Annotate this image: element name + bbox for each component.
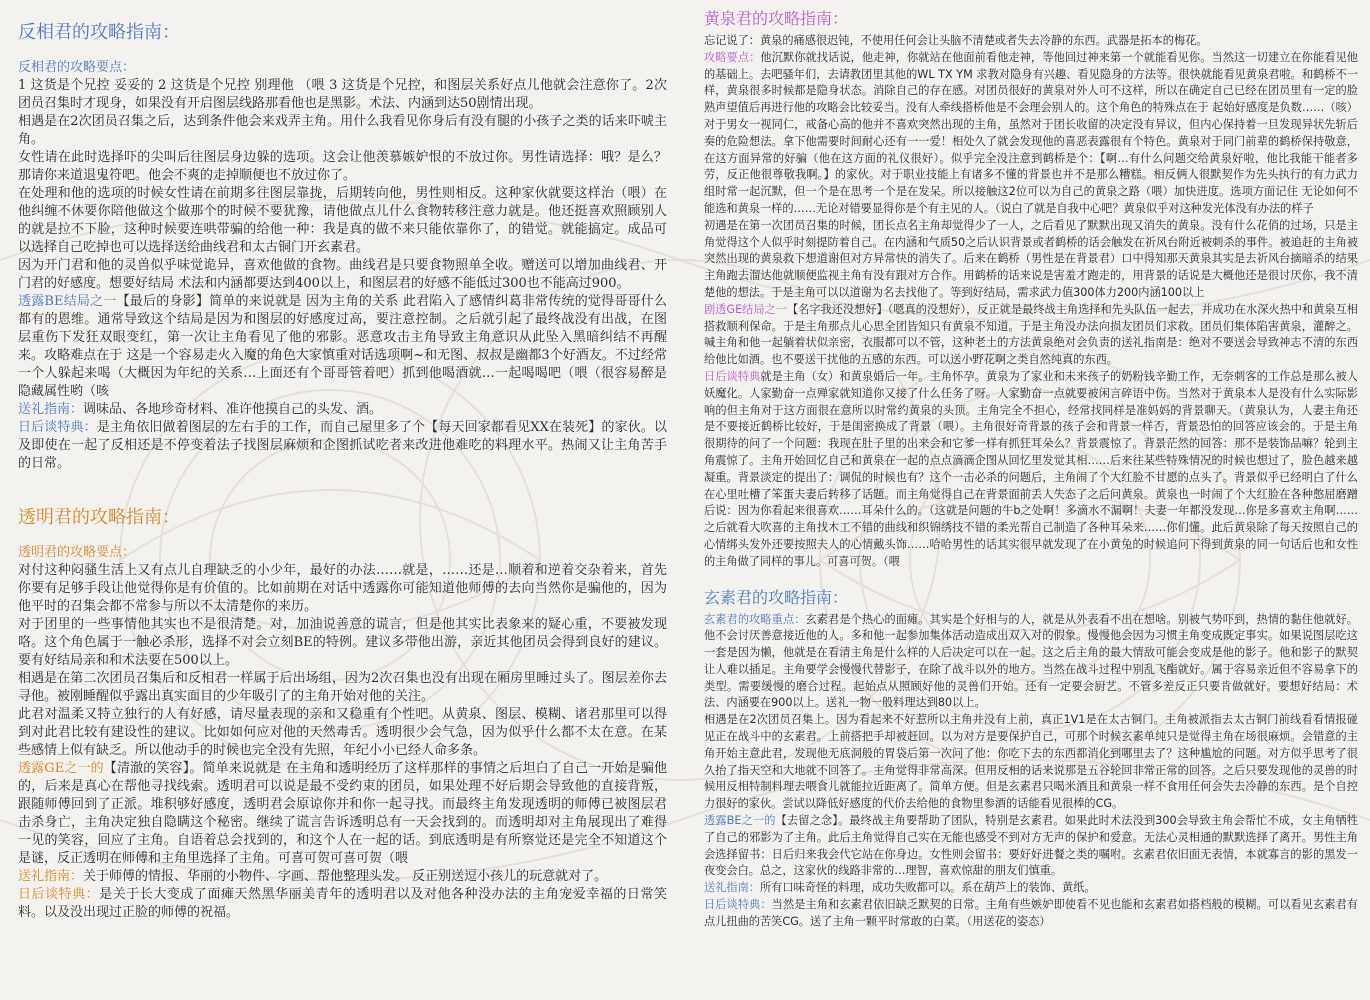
fanxiang-be-text: 【最后的身影】简单的来说就是 因为主角的关系 此君陷入了感情纠葛非常传统的觉得哥哥什么都有的恩维。通常导致这个结局是因为和图层的好感度过高，要注意控制。之后就引起了最终战没有出战，在图层重伤下发狂双眼变红，第一次让主角看见了他的邪影。恶意攻击主角导致主角意识从此坠入黑暗纠结不再醒来。攻略难点在于 这是一个容易走火入魔的角色大家慎重对话选项啊~和无图、叔叔是幽都3个好酒友。不过经常一个人躲起来喝（大概因为年纪的关系…上面还有个哥哥管着吧）抓到他喝酒就…一起喝喝吧（喂（很容易醉是隐藏属性哟（咳 [18, 294, 668, 399]
xuansu-afterstory-label: 日后谈特典： [704, 898, 772, 912]
xuansu-afterstory [704, 897, 1358, 931]
huangquan-intro: 忘记说了：黄泉的痛感很迟钝，不使用任何会让头脑不清楚或者失去冷静的东西。武器是拓本的梅花。 [704, 34, 1208, 47]
huangquan-paragraph-2: 初遇是在第一次团员召集的时候，团长点名主角却觉得少了一人，之后看见了默默出现又消失的黄泉。没有什么花俏的过场，只是主角觉得这个人似乎时刻提防着自己。在内涵和气质50之后认识背景或者鹤桥的话会触发在祈风台附近被刺杀的事件。被追赶的主角被突然出现的黄泉救下想道谢但对方异常快的消失了。后来在鹤桥（男性是在背景君）口中得知那天黄泉其实是去祈风台摘暗杀的结果主角跑去溜达他就顺便监视主角有没有跟对方合作。用鹤桥的话来说是害羞才跑走的，用背景的话说是大概他还是很讨厌你，我不清楚他的想法。于是主角可以以道谢为名去找他了。等到好结局，需求武力值300体力200内涵100以上 [704, 218, 1358, 299]
huangquan-paragraph-1 [704, 50, 1358, 218]
fanxiang-afterstory-text: 是主角依旧做着图层的左右手的工作，而自己屋里多了个【每天回家都看见XX在装死】的家伙。以及即使在一起了反相还是不停变着法子找图层麻烦和企图抓试吃者来改进他难吃的料理水平。热闹又让主角苦手的日常。 [18, 420, 667, 471]
xuansu-gift-guide [704, 880, 1358, 897]
fanxiang-afterstory-label: 日后谈特典： [18, 420, 97, 435]
touming-afterstory-label: 日后谈特典： [18, 887, 100, 902]
touming-gift-text: 关于师傅的情报、华丽的小物件、字画、帮他整理头发。 反正别送逗小孩儿的玩意就对了。 [83, 869, 608, 884]
touming-paragraph-4: 此君对温柔又特立独行的人有好感，请尽量表现的亲和又稳重有个性吧。从黄泉、图层、模糊、诸君那里可以得到对此君比较有建设性的建议。比如如何应对他的天然毒舌。透明很少会气急，因为似乎什么都不太在意。在某些感情上似有缺乏。所以他动手的时候也完全没有先照，年纪小小已经人命多条。 [18, 707, 667, 758]
xuansu-be-label: 透露BE之一的 [704, 814, 776, 828]
xuansu-text-1: 玄素君是个热心的面瘫。其实是个好相与的人，就是从外表看不出在想啥。别被气势吓到，热情的黏住他就好。他不会讨厌善意接近他的人。多和他一起参加集体活动造成出双入对的假象。慢慢他会因为习惯主角变成既定事实。如果说图层吃这一套是因为懒，他就是在看清主角是什么样的人后决定可以在一起。这之后主角的最大情敌可能会变成是他的影子。他和影子的默契让人难以插足。主角要学会慢慢代替影子，在除了战斗以外的地方。当然在战斗过程中别乱飞酯就好。属于容易亲近但不容易拿下的类型。需要缓慢的磨合过程。起始点从照顾好他的灵兽们开始。还有一定要会厨艺。不管多差反正只要肯做就好。要想好结局：术法、内涵要在900以上。送礼一物一般料理达到80以上。 [704, 612, 1358, 710]
xuansu-guide-title: 玄素君的攻略指南： [704, 587, 849, 607]
fanxiang-guide [18, 18, 667, 473]
fanxiang-gift-guide [18, 401, 667, 419]
touming-paragraph-3: 相遇是在第二次团员召集后和反相君一样属于后出场组，因为2次召集也没有出现在厢房里睡过头了。图层差你去寻他。被刚睡醒似乎露出真实面目的少年吸引了的主角开始对他的关注。 [18, 671, 667, 704]
huangquan-afterstory [704, 369, 1358, 571]
touming-ge-ending [18, 760, 667, 868]
huangquan-afterstory-text: 就是主角（女）和黄泉婚后一年。主角怀孕。黄泉为了家业和未来孩子的奶粉钱辛勤工作，无奈刺客的工作总是那么被人妖魔化。人家勤奋一点殚家就知道你又接了什么任务了呀。人家勤奋一点就要被闲言碎语中伤。当然对于黄泉本人是没有什么实际影响的但主角对于这方面很在意所以时常约黄泉的头顶。主角完全不担心，经常找同样是准妈妈的背景聊天。（黄泉认为，人妻主角还是不要接近鹤桥比较好，于是闺密换成了背景（喂）。主角很好奇背景的孩子会和背景一样否，背景恐怕的回答应该会的。于是主角很期待的问了一个问题：我现在肚子里的出来会和它爹一样有抓狂耳朵么？背景震惊了。背景茫然的回答：那不是装饰品嘛？轮到主角震惊了。主角开始回忆自己和黄泉在一起的点点滴滴企图从回忆里发觉其相……后来往某些特殊情况的时候也想过了，脸色越来越凝重。背景淡定的提出了：调侃的时候也有？这个一击必杀的问题后，主角闹了个大红脸不甘愿的点头了。背景似乎已经明白了什么在心里吐槽了笨蛋夫妻后转移了话题。而主角觉得自己在背景面前丢人失态了之后问黄泉。黄泉也一时闹了个大红脸在各种憋屈磨蹭后说：因为你看起来很喜欢……耳朵什么的。（这就是问题的牛b之处啊！多滴水不漏啊！夫妻一年都没发现…你是多喜欢主角啊……之后就看大吹喜的主角找木工不错的曲线和织锦绣技不错的柔光帮自己制造了各种耳朵来……你们懂。此后黄泉除了每天按照自己的心情绑头发外还要按照夫人的心情戴头饰……哈哈男性的话其实很早就发现了在小黄兔的时候追问下得到黄泉的同一句话后也和女性的主角做了同样的事儿。可喜可贺。（喂 [704, 369, 1358, 568]
fanxiang-be-label: 透露BE结局之一 [18, 294, 117, 309]
huangquan-ge-label: 剧透GE结局之一 [704, 302, 787, 316]
touming-gift-guide [18, 868, 667, 886]
huangquan-guide-title: 黄泉君的攻略指南： [704, 9, 849, 28]
touming-paragraph-2: 对于团里的一些事情他其实也不是很清楚。对，加油说善意的谎言，但是他其实比表象来的疑心重，不要被发现咯。这个角色属于一触必杀形，选择不对会立刻BE的特例。建议多带他出游，亲近其他团员会得到良好的建议。要有好结局亲和和术法要在500以上。 [18, 617, 667, 668]
xuansu-afterstory-text: 当然是主角和玄素君依旧缺乏默契的日常。主角有些嫉妒即使看不见也能和玄素君如搭档般的模糊。可以看见玄素君有点儿扭曲的苦笑CG。送了主角一颗平时常敢的白菜。（用送花的姿态） [704, 898, 1358, 928]
touming-afterstory [18, 886, 667, 922]
right-section-gap [704, 571, 1358, 585]
fanxiang-guide-title: 反相君的攻略指南： [18, 22, 180, 43]
xuansu-be-ending [704, 813, 1358, 880]
xuansu-be-text: 【去留之念】。最终战主角要帮助了团队，特别是玄素君。如果此时术法没到300会导致主角会帮忙不成，女主角牺牲了自己的邪影为了主角。此后主角觉得自己实在无能也感受不到对方无声的保护和爱意。无法心灵相通的默默选择了离开。男性主角会选择留书：日后归来我会代它站在你身边。女性则会留书：要好好进餐之类的嘱咐。玄素君依旧面无表情，本就寡言的影的黑发一夜变会白。总之，这家伙的线路非常的…理智，喜欢惊甜的朋友们慎重。 [704, 814, 1358, 878]
fanxiang-paragraph-3: 女性请在此时选择吓的尖叫后往图层身边躲的选项。这会让他羡慕嫉妒恨的不放过你。男性请选择：哦？是么？那请你来道退鬼符吧。他会不爽的走掉顺便也不放过你了。 [18, 150, 667, 183]
touming-guide-subheading: 透明君的攻略要点： [18, 545, 136, 560]
huangquan-afterstory-label: 日后谈特典 [704, 369, 761, 383]
fanxiang-paragraph-4: 在处理和他的选项的时候女性请在前期多往图层靠拢，后期转向他，男性则相反。这种家伙就要这样治（喂）在他纠缠不休要你陪他做这个做那个的时候不要犹豫，请他做点儿什么食物转移注意力就是。他还挺喜欢照顾别人的就是拉不下脸，这种时候要连哄带骗的给他一种：我是真的做不来只能依靠你了，的错觉。就能搞定。成品可以选择自己吃掉也可以选择送给曲线君和太古铜门开玄素君。 [18, 186, 667, 255]
huangquan-ge-text: 【名字我还没想好】（嗯真的没想好），反正就是最终战主角选择和先头队伍一起去，并成功在水深火热中和黄泉互相搭救顺利保命。于是主角那点儿心思全团皆知只有黄泉不知道。于是主角没办法向损友团员们求救。团员们集体陷害黄泉，灌醉之。喊主角和他一起躺着状似亲密，衣服都可以不管，这种老土的方法黄泉绝对会负责的送礼指南是：绝对不要送会导致神志不清的东西给他比如酒。也不要送干扰他的五感的东西。可以送小野花啊之类自然纯真的东西。 [704, 302, 1358, 367]
right-column [700, 0, 1370, 1000]
xuansu-gift-text: 所有口味奇怪的料理，成功失败都可以。系在葫芦上的装饰、黄纸。 [759, 881, 1096, 895]
touming-ge-text: 【清澈的笑容】。简单来说就是 在主角和透明经历了这样那样的事情之后坦白了自己一开始是骗他的，后来是真心在帮他寻找线索。透明君可以说是最不受约束的团员，如果处理不好后期会导致他的直接背叛，跟随师傅回到了正派。堆积够好感度，透明君会原谅你并和你一起寻找。而最终主角发现透明的师傅已被图层君击杀身亡，主角决定独自隐瞒这个秘密。继续了谎言告诉透明总有一天会找到的。而透明却对主角展现出了难得一见的笑容，回应了主角。自语着总会找到的，和这个人在一起的话。到底透明是有所察觉还是完全不知道这个是谜，反正透明在师傅和主角里选择了主角。可喜可贺可喜可贺（喂 [18, 761, 667, 866]
xuansu-label: 玄素君的攻略重点： [704, 612, 806, 626]
touming-afterstory-text: 是关于长大变成了面瘫天然黑华丽美青年的透明君以及对他各种没办法的主角宠爱幸福的日常笑料。以及没出现过正脸的师傅的祝福。 [18, 887, 667, 920]
huangquan-ge-ending [704, 302, 1358, 369]
fanxiang-paragraph-2: 相遇是在2次团员召集之后，达到条件他会来戏弄主角。用什么我看见你身后有没有腿的小孩子之类的话来吓唬主角。 [18, 114, 667, 147]
huangquan-label: 攻略要点： [704, 50, 761, 64]
xuansu-paragraph-2: 相遇是在2次团员召集上。因为看起来不好惹所以主角并没有上前，真正1V1是在太古铜门。主角被派指去太古铜门前线看看情报碰见正在战斗中的玄素君。上前搭把手却被赶回。以为对方是要保护自己，可那个时候玄素单纯只是觉得主角在场很麻烦。会错意的主角开始主意此君，发现他无底洞般的胃袋后第一次问了他：你吃下去的东西都消化到哪里去了？这种尴尬的问题。对方似乎思考了很久抬了指天空和大地就不回答了。主角觉得非常高深。但用反相的话来说那是五谷轮回非常正常的回答。之后只要发现他的灵兽的时候用反相特制料理去喂食儿就能拉近距离了。简单方便。但是玄素君只喝米酒且和黄泉一样不食用任何会失去冷静的东西。是个自控力很好的家伙。尝试以降低好感度的代价去给他的食物里参酒的话能看见很棒的CG。 [704, 713, 1358, 811]
touming-ge-label: 透露GE之一的 [18, 761, 104, 776]
touming-gift-label: 送礼指南： [18, 869, 84, 884]
fanxiang-afterstory [18, 419, 667, 473]
fanxiang-gift-text: 调味品、各地珍奇材料、准许他摸自己的头发、酒。 [83, 402, 383, 417]
huangquan-guide [704, 6, 1358, 571]
fanxiang-paragraph-1: 1 这货是个兄控 妥妥的 2 这货是个兄控 别理他 （喂 3 这货是个兄控，和图层关系好点儿他就会注意你了。2次团员召集时才现身，如果没有开启图层线路那看他也是黑影。术法、内涵到达50剧情出现。 [18, 78, 667, 111]
fanxiang-be-ending [18, 293, 667, 401]
xuansu-gift-label: 送礼指南： [704, 881, 760, 895]
section-gap [18, 473, 667, 503]
huangquan-text-1: 他沉默你就找话说，他走神，你就站在他面前看他走神，等他回过神来第一个就能看见你。当然这一切建立在你能看见他的基础上。去吧骚年们，去请教团里其他的WL TX YM 求教对隐身有兴趣、看见隐身的方法等。很快就能看见黄泉君啦。和鹤桥不一样，黄泉很多时候都是隐身状态。消除自己的存在感。对团员很好的黄泉对外人可不这样，所以在确定自己已经在团员里有一定的脸熟声望值后再进行他的攻略会比较妥当。没有人牵线搭桥他是不会理会别人的。这个角色的特殊点在于 起始好感度是负数……（咳）对于男女一视同仁，戒备心高的他并不喜欢突然出现的主角，虽然对于团长收留的决定没有异议，但内心保持着一旦发现异状先斩后奏的危险想法。拿下他需要时间耐心还有一一爱！相处久了就会发现他的喜恶表露很有个特色。黄泉对于同门前辈的鹤桥保持敬意，在这方面异常的好骗（他在这方面的礼仪很好）。似乎完全没注意到鹤桥是个：【啊…有什么问题交给黄泉好啦，他比我能干能者多劳，反正他很尊敬我啊。】的家伙。对于职业技能上有诸多不懂的背景也并不是那么糟糕。相反俩人很默契作为先头执行的有力武力组时常一起沉默，但一个是在思考一个是在发呆。所以接触这2位可以为自己的黄泉之路（喂）加快进度。选项方面记住 无论如何不能选和黄泉一样的……无论对错要显得你是个有主见的人。（说白了就是自我中心吧？黄泉似乎对这种发光体没有办法的样子 [704, 50, 1358, 215]
fanxiang-gift-label: 送礼指南： [18, 402, 84, 417]
xuansu-paragraph-1 [704, 612, 1358, 713]
fanxiang-paragraph-5: 因为开门君和他的灵兽似乎味觉诡异，喜欢他做的食物。曲线君是只要食物照单全收。赠送可以增加曲线君、开门君的好感度。想要好结局 术法和内涵都要达到400以上，和图层君的好感不能低过300也不能高过900。 [18, 258, 667, 291]
touming-paragraph-1: 对付这种闷骚生活上又有点儿自理缺乏的小少年，最好的办法……就是，……还是…顺着和逆着交杂着来，首先你要有足够手段让他觉得你是有价值的。比如前期在对话中透露你可能知道他师傅的去向当然你是骗他的，因为他平时的召集会都不常参与所以不太清楚你的来历。 [18, 563, 667, 614]
fanxiang-guide-subheading: 反相君的攻略要点： [18, 60, 136, 75]
touming-guide-title: 透明君的攻略指南： [18, 507, 180, 528]
touming-guide [18, 503, 667, 922]
xuansu-guide [704, 585, 1358, 931]
